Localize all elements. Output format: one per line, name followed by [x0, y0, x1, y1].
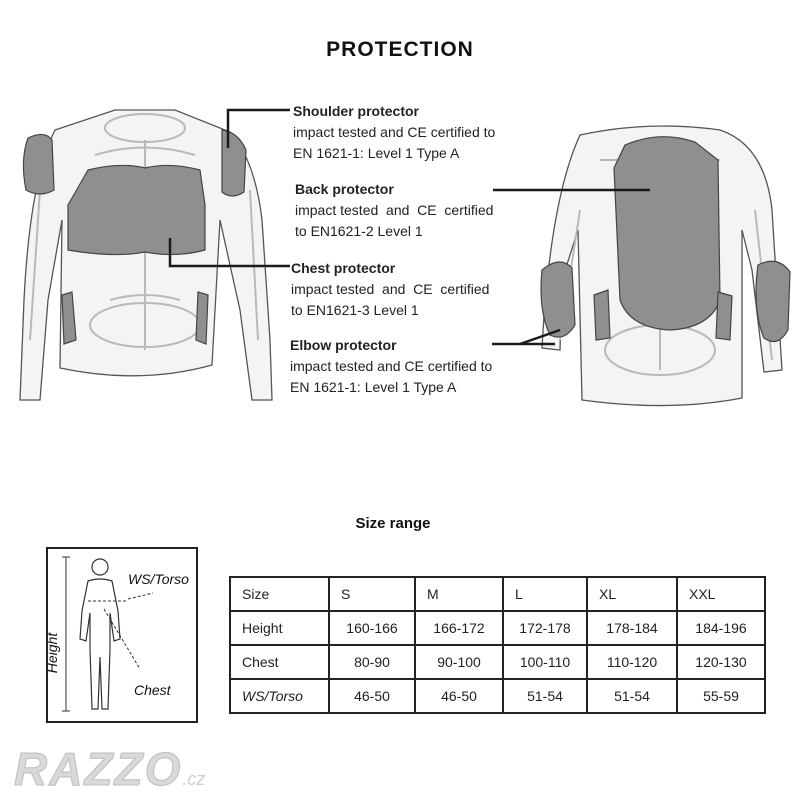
watermark-brand: RAZZO: [14, 743, 183, 795]
callout-title: Chest protector: [291, 260, 396, 276]
table-cell: 178-184: [587, 611, 677, 645]
table-cell: WS/Torso: [230, 679, 329, 713]
table-cell: 160-166: [329, 611, 415, 645]
callout-desc-line: impact tested and CE certified: [291, 281, 490, 297]
callout-desc-line: EN 1621-1: Level 1 Type A: [290, 379, 457, 395]
callout-desc-line: impact tested and CE certified to: [293, 124, 496, 140]
callout-desc-line: impact tested and CE certified: [295, 202, 494, 218]
size-range-title: Size range: [355, 515, 431, 532]
table-cell: 172-178: [503, 611, 587, 645]
elbow-leader-line-2: [520, 330, 560, 344]
chest-protector-callout: [291, 258, 489, 321]
table-cell: XL: [587, 577, 677, 611]
table-cell: Height: [230, 611, 329, 645]
page-title: PROTECTION: [326, 38, 474, 61]
callout-desc-line: to EN1621-2 Level 1: [295, 223, 423, 239]
table-cell: Size: [230, 577, 329, 611]
table-cell: 90-100: [415, 645, 503, 679]
chest-label: Chest: [134, 682, 171, 698]
table-cell: 46-50: [329, 679, 415, 713]
callout-title: Back protector: [295, 181, 394, 197]
back-protector-callout: [295, 179, 493, 242]
table-cell: 51-54: [503, 679, 587, 713]
shoulder-protector-callout: [293, 101, 495, 164]
callout-title: Shoulder protector: [293, 103, 420, 119]
elbow-protector-callout: [290, 335, 492, 398]
table-row: [230, 679, 765, 713]
table-cell: 184-196: [677, 611, 765, 645]
table-header-row: [230, 577, 765, 611]
table-cell: 110-120: [587, 645, 677, 679]
table-cell: 46-50: [415, 679, 503, 713]
callout-desc-line: impact tested and CE certified to: [290, 358, 493, 374]
callout-title: Elbow protector: [290, 337, 397, 353]
measurement-diagram: [46, 547, 198, 723]
table-cell: 55-59: [677, 679, 765, 713]
table-cell: S: [329, 577, 415, 611]
table-row: [230, 611, 765, 645]
torso-label: WS/Torso: [128, 571, 189, 587]
table-cell: 100-110: [503, 645, 587, 679]
watermark-logo: [14, 742, 205, 796]
table-cell: 80-90: [329, 645, 415, 679]
table-cell: Chest: [230, 645, 329, 679]
callout-desc-line: to EN1621-3 Level 1: [291, 302, 419, 318]
watermark-suffix: .cz: [182, 769, 206, 789]
table-cell: M: [415, 577, 503, 611]
table-cell: L: [503, 577, 587, 611]
table-cell: 120-130: [677, 645, 765, 679]
table-cell: XXL: [677, 577, 765, 611]
size-table: [229, 576, 766, 714]
table-row: [230, 645, 765, 679]
height-label: Height: [44, 632, 61, 674]
callout-desc-line: EN 1621-1: Level 1 Type A: [293, 145, 460, 161]
table-cell: 166-172: [415, 611, 503, 645]
table-cell: 51-54: [587, 679, 677, 713]
